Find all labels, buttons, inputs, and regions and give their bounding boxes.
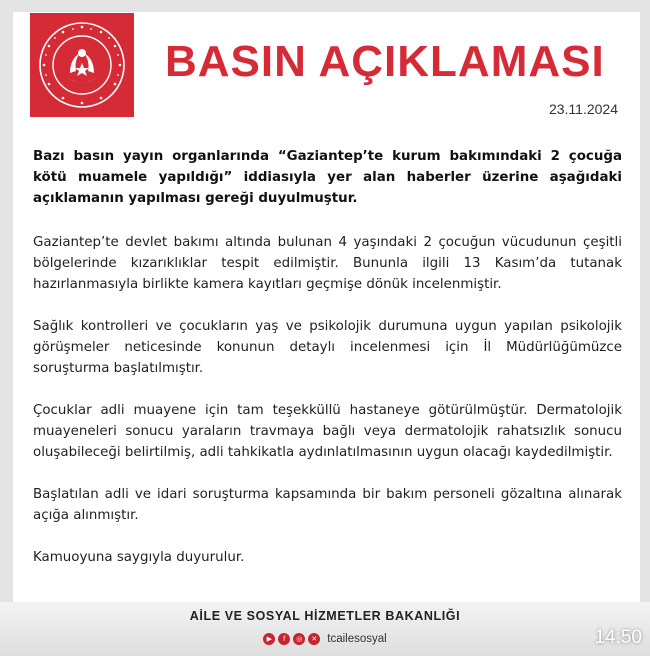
image-frame-top <box>0 0 650 12</box>
paragraph-3: Çocuklar adli muayene için tam teşekküllü hastaneye götürülmüştür. Dermatolojik muayeneleri sonucu yaraların travmaya bağlı veya dermatolojik rahatsızlık sonucu oluşabileceği belirtilmiş, adli tahkikatla aydınlatılmasının uygun olacağı kaydedilmiştir. <box>33 403 622 460</box>
ministry-logo <box>30 13 134 117</box>
paragraph-4: Başlatılan adli ve idari soruşturma kapsamında bir bakım personeli gözaltına alınarak açığa alınmıştır. <box>33 487 622 523</box>
facebook-icon[interactable]: f <box>278 633 290 645</box>
instagram-icon[interactable]: ◎ <box>293 633 305 645</box>
lead-paragraph: Bazı basın yayın organlarında “Gaziantep’te kurum bakımındaki 2 çocuğa kötü muamele yapıldığı” iddiasıyla yer alan haberler üzerine aşağıdaki açıklamanın yapılması gereği duyulmuştur. <box>33 149 622 206</box>
ministry-seal-icon <box>34 17 130 113</box>
x-icon[interactable]: ✕ <box>308 633 320 645</box>
page-title: BASIN AÇIKLAMASI <box>165 37 605 86</box>
social-links <box>0 630 650 648</box>
youtube-icon[interactable]: ▶ <box>263 633 275 645</box>
ministry-name: AİLE VE SOSYAL HİZMETLER BAKANLIĞI <box>189 609 461 623</box>
video-timestamp: 14:50 <box>594 627 642 648</box>
statement-body <box>33 146 622 589</box>
image-frame-right <box>640 0 650 656</box>
paragraph-1: Gaziantep’te devlet bakımı altında bulunan 4 yaşındaki 2 çocuğun vücudunun çeşitli bölgelerinde kızarıklıklar tespit edilmiştir. Bununla ilgili 13 Kasım’da tutanak hazırlanmasıyla birlikte kamera kayıtları geçmişe dönük incelenmiştir. <box>33 235 622 292</box>
social-handle[interactable]: tcailesosyal <box>327 633 387 645</box>
closing-paragraph: Kamuoyuna saygıyla duyurulur. <box>33 550 245 565</box>
paragraph-2: Sağlık kontrolleri ve çocukların yaş ve psikolojik durumuna uygun yapılan psikolojik görüşmeler neticesinde konunun detaylı incelenmesi için İl Müdürlüğümüzce soruşturma başlatılmıştır. <box>33 319 622 376</box>
publication-date: 23.11.2024 <box>548 101 618 117</box>
image-frame-left <box>0 0 13 656</box>
